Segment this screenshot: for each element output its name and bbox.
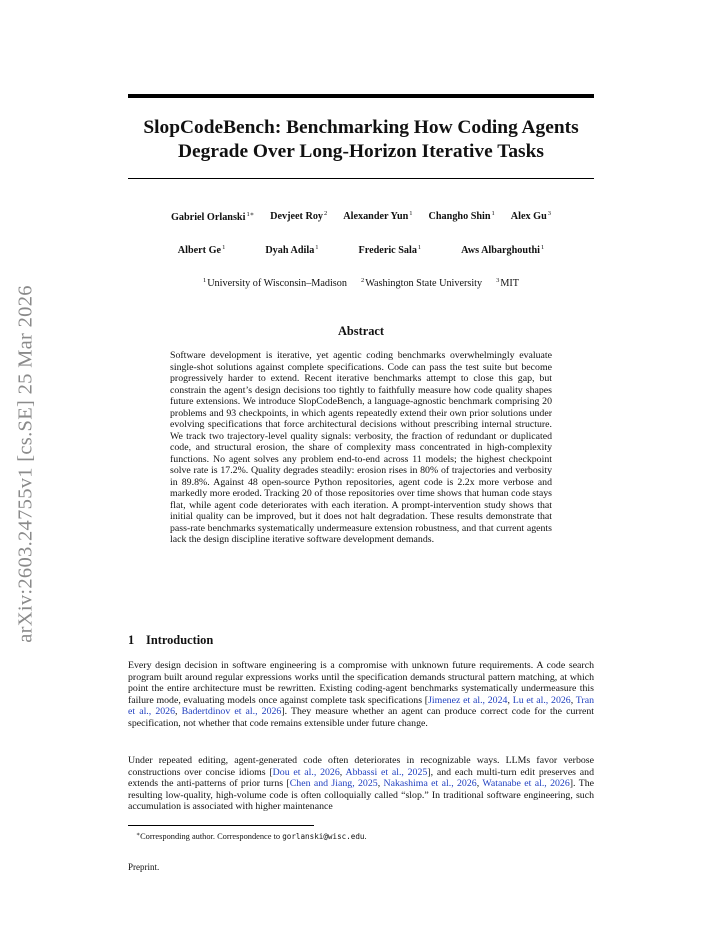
affiliation: $^3$MIT xyxy=(496,277,520,289)
abstract-body: Software development is iterative, yet agentic coding benchmarks overwhelmingly evaluate single-shot solutions against complete specifications. Code can pass the test suite but become progressively harder to extend. Recent iterative benchmarks attempt to close this gap, but constrain the agent’s design decisions too tightly to faithfully measure how code quality shapes future extensions. We introduce SlopCodeBench, a language-agnostic benchmark comprising 20 problems and 93 checkpoints, in which agents repeatedly extend their own prior solutions under evolving specifications that force architectural decisions without prescribing internal structure. We track two trajectory-level quality signals: verbosity, the fraction of redundant or duplicated code, and structural erosion, the share of complexity mass concentrated in high-complexity functions. No agent solves any problem end-to-end across 11 models; the highest checkpoint solve rate is 17.2%. Quality degrades steadily: erosion rises in 80% of trajectories and verbosity in 89.8%. Against 48 open-source Python repositories, agent code is 2.2x more verbose and markedly more eroded. Tracking 20 of those repositories over time shows that human code stays flat, while agent code deteriorates with each iteration. A prompt-intervention study shows that initial quality can be improved, but it does not halt degradation. These results demonstrate that pass-rate benchmarks systematically undermeasure extension robustness, and that current agents lack the design discipline iterative software development demands. xyxy=(170,350,552,545)
author: Dyah Adila$^1$ xyxy=(265,244,319,256)
author: Frederic Sala$^1$ xyxy=(358,244,422,256)
footnote: ∗Corresponding author. Correspondence to gorlanski@wisc.edu. xyxy=(136,832,367,841)
title-line-1: SlopCodeBench: Benchmarking How Coding Agents xyxy=(143,117,579,138)
abstract-heading: Abstract xyxy=(337,324,385,338)
arxiv-identifier-stamp: arXiv:2603.24755v1 [cs.SE] 25 Mar 2026 xyxy=(14,285,37,643)
affiliation: $^1$University of Wisconsin–Madison xyxy=(202,277,347,289)
author-row-2 xyxy=(128,244,594,256)
affiliation: $^2$Washington State University xyxy=(360,277,483,289)
intro-paragraph-1: Every design decision in software engineering is a compromise with unknown future requirements. A code search program built around regular expressions works until the specification demands structural pattern matching, at which point the entire architecture must be rewritten. Existing coding-agent benchmarks systematically undermeasure this failure mode, evaluating models once against complete task specifications [Jimenez et al., 2024, Lu et al., 2026, Tran et al., 2026, Badertdinov et al., 2026]. They measure whether an agent can produce correct code for the current specification, not whether that code remains extensible under future change. xyxy=(128,660,595,729)
citation-link[interactable]: Jimenez et al., 2024 xyxy=(428,694,508,706)
paper-title xyxy=(128,116,594,164)
author: Albert Ge$^1$ xyxy=(177,244,226,256)
title-bottom-rule xyxy=(128,178,594,179)
author: Alexander Yun$^1$ xyxy=(343,210,413,222)
citation-link[interactable]: Dou et al., 2026 xyxy=(272,766,340,778)
email-address: gorlanski@wisc.edu xyxy=(282,832,365,841)
affiliations xyxy=(128,277,594,289)
author: Alex Gu$^3$ xyxy=(510,210,551,222)
author: Changho Shin$^1$ xyxy=(428,210,495,222)
title-top-rule xyxy=(128,94,594,98)
author: Gabriel Orlanski$^{1∗}$ xyxy=(171,211,255,223)
section-number: 1 xyxy=(128,633,135,647)
section-title: Introduction xyxy=(146,633,214,647)
intro-paragraph-2: Under repeated editing, agent-generated code often deteriorates in recognizable ways. LLMs favor verbose constructions over concise idioms [Dou et al., 2026, Abbassi et al., 2025], and each multi-turn edit preserves and extends the anti-patterns of prior turns [Chen and Jiang, 2025, Nakashima et al., 2026, Watanabe et al., 2026]. The resulting low-quality, high-volume code is often colloquially called “slop.” In traditional software engineering, such accumulation is associated with higher maintenance xyxy=(128,755,594,813)
citation-link[interactable]: Chen and Jiang, 2025 xyxy=(289,778,378,790)
author: Aws Albarghouthi$^1$ xyxy=(461,244,545,256)
citation-link[interactable]: Watanabe et al., 2026 xyxy=(482,778,570,790)
citation-link[interactable]: Nakashima et al., 2026 xyxy=(383,778,477,790)
citation-link[interactable]: Abbassi et al., 2025 xyxy=(345,766,428,778)
citation-link[interactable]: Lu et al., 2026 xyxy=(512,694,571,706)
footnote-rule xyxy=(128,825,314,826)
citation-link[interactable]: Tran et al., 2026 xyxy=(128,694,595,718)
author-row-1 xyxy=(128,210,594,223)
title-line-2: Degrade Over Long-Horizon Iterative Tasks xyxy=(178,141,544,162)
section-heading-introduction xyxy=(128,633,594,648)
author: Devjeet Roy$^2$ xyxy=(270,210,328,222)
preprint-label: Preprint. xyxy=(128,862,160,872)
citation-link[interactable]: Badertdinov et al., 2026 xyxy=(181,706,282,718)
